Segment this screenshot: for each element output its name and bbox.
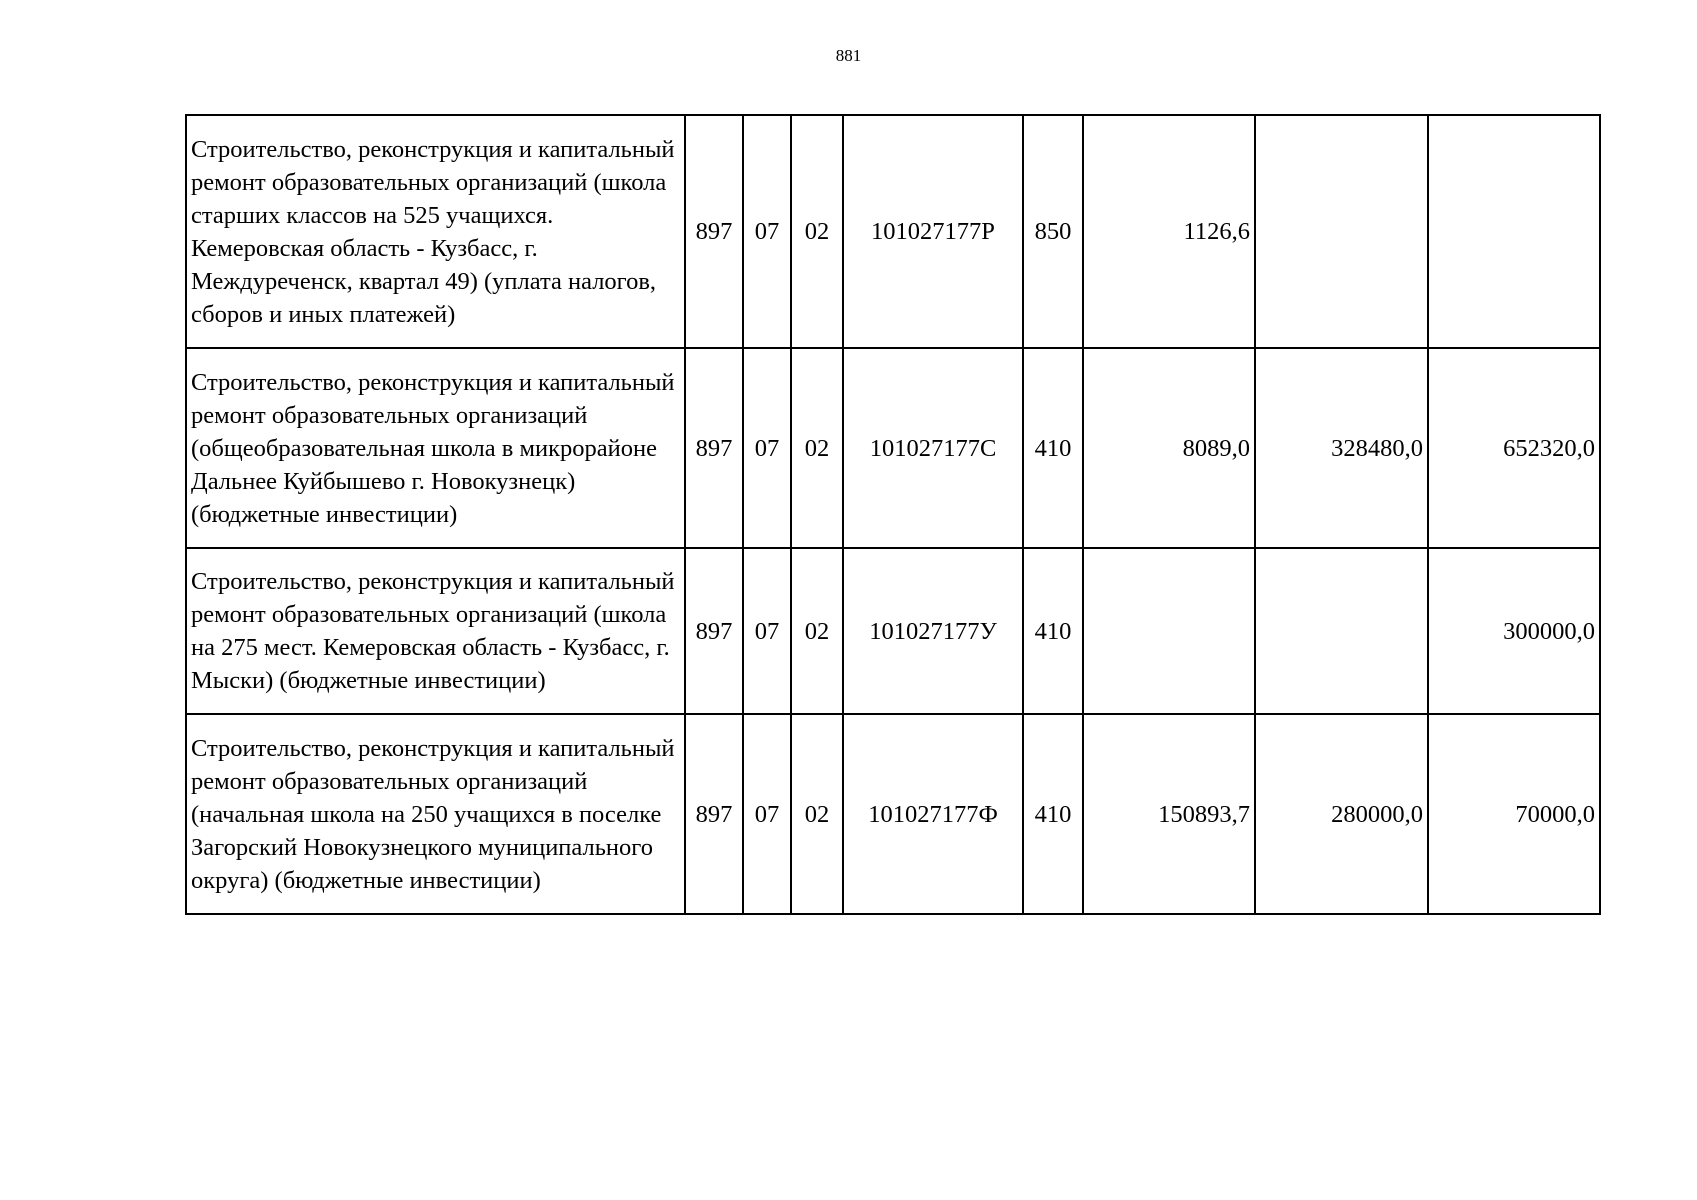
amount-3-cell: [1428, 115, 1600, 348]
expense-type-cell: 410: [1023, 348, 1083, 548]
page-number: 881: [835, 46, 862, 65]
amount-3-cell: 300000,0: [1428, 548, 1600, 714]
expense-name-cell: Строительство, реконструкция и капитальный ремонт образовательных организаций (начальная школа на 250 учащихся в поселке Загорский Новокузнецкого муниципального округа) (бюджетные инвестиции): [186, 714, 685, 914]
amount-2-cell: 280000,0: [1255, 714, 1428, 914]
table-row: [186, 115, 1600, 348]
section-code-cell: 07: [743, 714, 791, 914]
amount-1-cell: 1126,6: [1083, 115, 1255, 348]
table-row: [186, 548, 1600, 714]
amount-1-cell: 150893,7: [1083, 714, 1255, 914]
section-code-cell: 07: [743, 548, 791, 714]
subsection-code-cell: 02: [791, 714, 843, 914]
ministry-code-cell: 897: [685, 548, 743, 714]
target-article-cell: 101027177С: [843, 348, 1023, 548]
ministry-code-cell: 897: [685, 348, 743, 548]
amount-2-cell: [1255, 115, 1428, 348]
ministry-code-cell: 897: [685, 714, 743, 914]
subsection-code-cell: 02: [791, 548, 843, 714]
target-article-cell: 101027177Р: [843, 115, 1023, 348]
table-row: [186, 348, 1600, 548]
expense-name-cell: Строительство, реконструкция и капитальный ремонт образовательных организаций (общеобразовательная школа в микрорайоне Дальнее Куйбышево г. Новокузнецк) (бюджетные инвестиции): [186, 348, 685, 548]
expense-name-cell: Строительство, реконструкция и капитальный ремонт образовательных организаций (школа на 275 мест. Кемеровская область - Кузбасс, г. Мыски) (бюджетные инвестиции): [186, 548, 685, 714]
section-code-cell: 07: [743, 115, 791, 348]
section-code-cell: 07: [743, 348, 791, 548]
budget-table: [185, 114, 1601, 915]
amount-1-cell: 8089,0: [1083, 348, 1255, 548]
expense-type-cell: 410: [1023, 714, 1083, 914]
expense-name-cell: Строительство, реконструкция и капитальный ремонт образовательных организаций (школа старших классов на 525 учащихся. Кемеровская область - Кузбасс, г. Междуреченск, квартал 49) (уплата налогов, сборов и иных платежей): [186, 115, 685, 348]
amount-2-cell: [1255, 548, 1428, 714]
subsection-code-cell: 02: [791, 115, 843, 348]
target-article-cell: 101027177У: [843, 548, 1023, 714]
expense-type-cell: 850: [1023, 115, 1083, 348]
target-article-cell: 101027177Ф: [843, 714, 1023, 914]
amount-2-cell: 328480,0: [1255, 348, 1428, 548]
amount-3-cell: 652320,0: [1428, 348, 1600, 548]
amount-3-cell: 70000,0: [1428, 714, 1600, 914]
expense-type-cell: 410: [1023, 548, 1083, 714]
subsection-code-cell: 02: [791, 348, 843, 548]
amount-1-cell: [1083, 548, 1255, 714]
table-row: [186, 714, 1600, 914]
ministry-code-cell: 897: [685, 115, 743, 348]
